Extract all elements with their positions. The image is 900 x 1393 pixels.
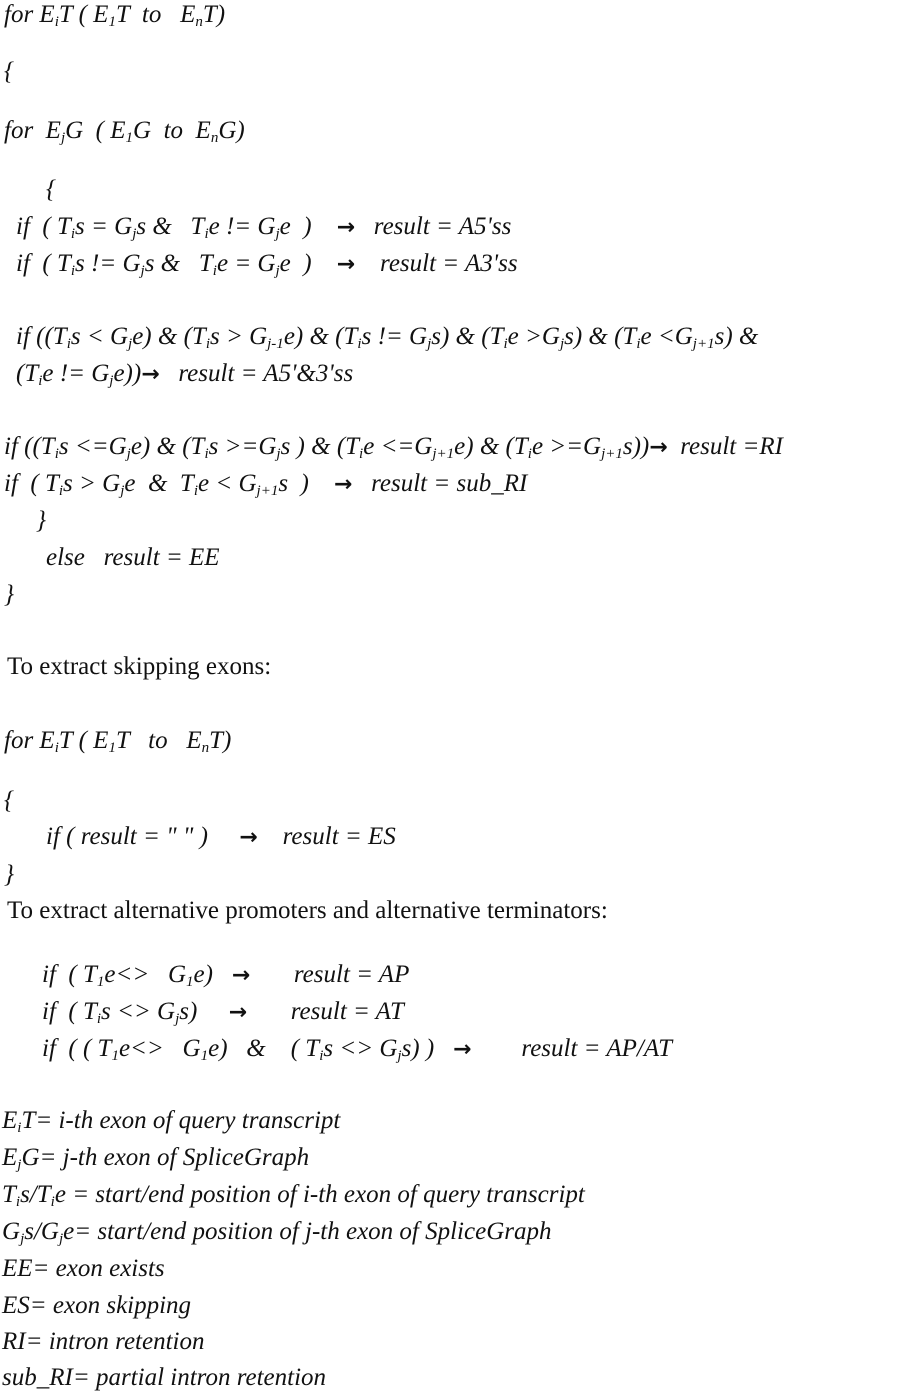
inner-loop-header: for $E_jG$ ( $E_1G$ to $E_nG$) <box>4 117 245 146</box>
open-brace: { <box>4 58 14 85</box>
rule-a53ss-line2: ($T_ie$ != $G_je))\to$ result = A5'&3'ss <box>16 360 354 389</box>
rule-sub-ri: if ( $T_is > G_je$ & $T_ie < G_{j+1}s$ ) → result = sub_RI <box>4 470 528 499</box>
section-heading-skipping-exons: To extract skipping exons: <box>7 653 272 680</box>
rule-ap-at: if ( ( $T_1e<> G_1e$) & ( $T_is <> G_js$) ) → result = AP/AT <box>42 1035 673 1064</box>
inner-close-brace: } <box>36 507 46 534</box>
es-loop-header: for $E_iT$ ( $E_1T$ to $E_nT$) <box>4 727 232 756</box>
rule-ap: if ( $T_1e<> G_1e$) → result = AP <box>42 961 410 990</box>
rule-es: if ( result = " " ) → result = ES <box>46 823 396 850</box>
inner-open-brace: { <box>46 176 56 203</box>
es-close-brace: } <box>4 861 14 888</box>
rule-a5ss: if ( $T_is = G_js$ & $T_ie$ != $G_je$ ) → result = A5'ss <box>16 213 512 242</box>
legend-eit: $E_iT= i-th$ exon of query transcript <box>2 1107 341 1136</box>
rule-a3ss: if ( $T_is$ != $G_js$ & $T_ie = G_je$ ) → result = A3'ss <box>16 250 518 279</box>
es-open-brace: { <box>4 787 14 814</box>
rule-ri: if ($(T_is <=G_je)$ & ($T_is >=G_js$ ) & $(T_ie <=G_{j+1}e)$ & $(T_ie >=G_{j+1}s))\to$ result =RI <box>4 433 783 462</box>
legend-gjs-gje: $G_js/G_je=$ start/end position of j-th exon of SpliceGraph <box>2 1218 552 1247</box>
legend-es: ES= exon skipping <box>2 1292 192 1319</box>
legend-sub-ri: sub_RI= partial intron retention <box>2 1364 327 1391</box>
legend-tis-tie: $T_is/T_ie$ = start/end position of i-th exon of query transcript <box>2 1181 585 1210</box>
else-rule-ee: else result = EE <box>46 544 220 571</box>
legend-ee: EE= exon exists <box>2 1255 165 1282</box>
legend-ejg: $E_jG= j-th$ exon of SpliceGraph <box>2 1144 310 1173</box>
rule-a53ss-line1: if ($(T_is < G_je)$ & $(T_is > G_{j-1}e)$ & ($T_is$ != $G_js$) & $(T_ie >G_js)$ & $(T_ie <G_{j+1}s)$ & <box>16 323 759 352</box>
section-heading-promoters-terminators: To extract alternative promoters and alternative terminators: <box>7 897 608 924</box>
close-brace: } <box>4 581 14 608</box>
legend-ri: RI= intron retention <box>2 1328 205 1355</box>
rule-at: if ( $T_is <> G_js$) → result = AT <box>42 998 404 1027</box>
outer-loop-header: for $E_iT$ ( $E_1T$ to $E_nT$) <box>4 1 226 30</box>
